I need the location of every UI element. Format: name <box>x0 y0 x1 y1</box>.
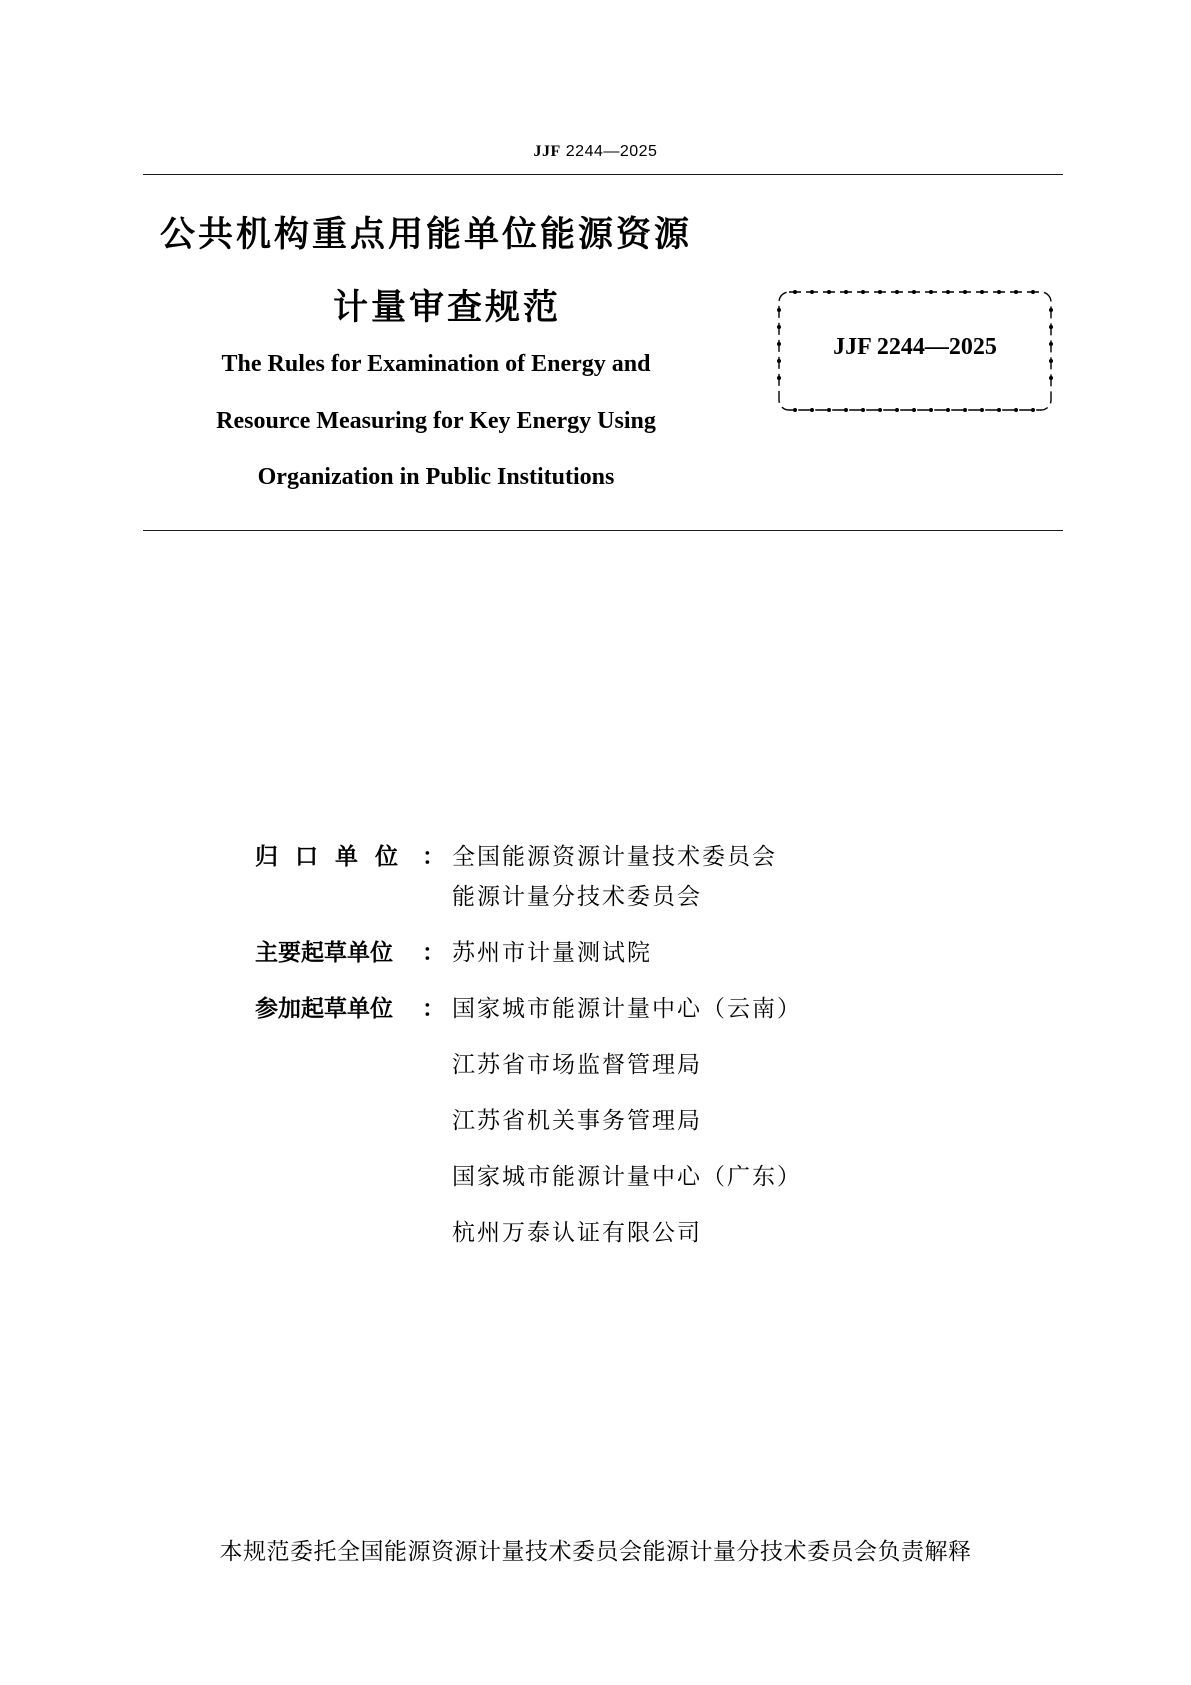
border-dot <box>963 408 967 412</box>
centralized-unit-label: 归口单位 <box>255 844 415 870</box>
border-dot <box>1031 290 1035 294</box>
colon: ： <box>422 940 445 966</box>
participating-drafter-value-1: 国家城市能源计量中心（云南） <box>452 996 802 1022</box>
bottom-title-rule <box>143 530 1063 531</box>
border-dot <box>793 290 797 294</box>
participating-drafter-value-2: 江苏省市场监督管理局 <box>452 1052 702 1078</box>
border-dot <box>946 408 950 412</box>
border-dot <box>777 376 781 380</box>
title-en-line3: Organization in Public Institutions <box>257 464 615 490</box>
border-dot <box>810 290 814 294</box>
border-dot <box>844 408 848 412</box>
title-en-line1: The Rules for Examination of Energy and <box>221 351 651 377</box>
title-cn-line1: 公共机构重点用能单位能源资源 <box>160 215 693 255</box>
header-code-prefix: JJF <box>533 143 561 160</box>
participating-drafter-value-5: 杭州万泰认证有限公司 <box>452 1220 702 1246</box>
border-dot <box>1014 408 1018 412</box>
centralized-unit-value-1: 全国能源资源计量技术委员会 <box>452 844 777 870</box>
participating-drafter-label: 参加起草单位 <box>255 996 393 1022</box>
border-dot <box>861 290 865 294</box>
border-dot <box>1014 290 1018 294</box>
border-dot <box>1031 408 1035 412</box>
border-dot <box>895 290 899 294</box>
border-dot <box>912 290 916 294</box>
standard-code-text: JJF 2244—2025 <box>833 334 997 360</box>
border-dot <box>980 290 984 294</box>
centralized-unit-value-2: 能源计量分技术委员会 <box>452 884 702 910</box>
standard-code-box <box>775 288 1055 414</box>
border-dot <box>946 290 950 294</box>
border-dot <box>1049 308 1053 312</box>
border-dot <box>827 408 831 412</box>
border-dot <box>963 290 967 294</box>
header-standard-code <box>0 143 1191 161</box>
border-dot <box>1049 325 1053 329</box>
colon: ： <box>422 844 445 870</box>
colon: ： <box>422 996 445 1022</box>
border-dot <box>777 308 781 312</box>
border-dot <box>912 408 916 412</box>
border-dot <box>827 290 831 294</box>
title-en-line2: Resource Measuring for Key Energy Using <box>216 408 656 434</box>
border-dot <box>861 408 865 412</box>
header-code-number: 2244—2025 <box>565 143 658 160</box>
border-dot <box>1049 376 1053 380</box>
border-dot <box>878 408 882 412</box>
border-dot <box>810 408 814 412</box>
participating-drafter-value-4: 国家城市能源计量中心（广东） <box>452 1164 802 1190</box>
main-drafter-label: 主要起草单位 <box>255 940 393 966</box>
border-dot <box>793 408 797 412</box>
border-dot <box>895 408 899 412</box>
main-drafter-value: 苏州市计量测试院 <box>452 940 652 966</box>
border-dot <box>997 408 1001 412</box>
border-dot <box>777 325 781 329</box>
footer-interpretation-note: 本规范委托全国能源资源计量技术委员会能源计量分技术委员会负责解释 <box>219 1539 972 1565</box>
border-dot <box>997 290 1001 294</box>
border-dot <box>844 290 848 294</box>
top-rule <box>143 174 1063 175</box>
border-dot <box>878 290 882 294</box>
participating-drafter-value-3: 江苏省机关事务管理局 <box>452 1108 702 1134</box>
border-dot <box>929 290 933 294</box>
border-dot <box>980 408 984 412</box>
border-dot <box>929 408 933 412</box>
title-cn-line2: 计量审查规范 <box>333 288 562 328</box>
